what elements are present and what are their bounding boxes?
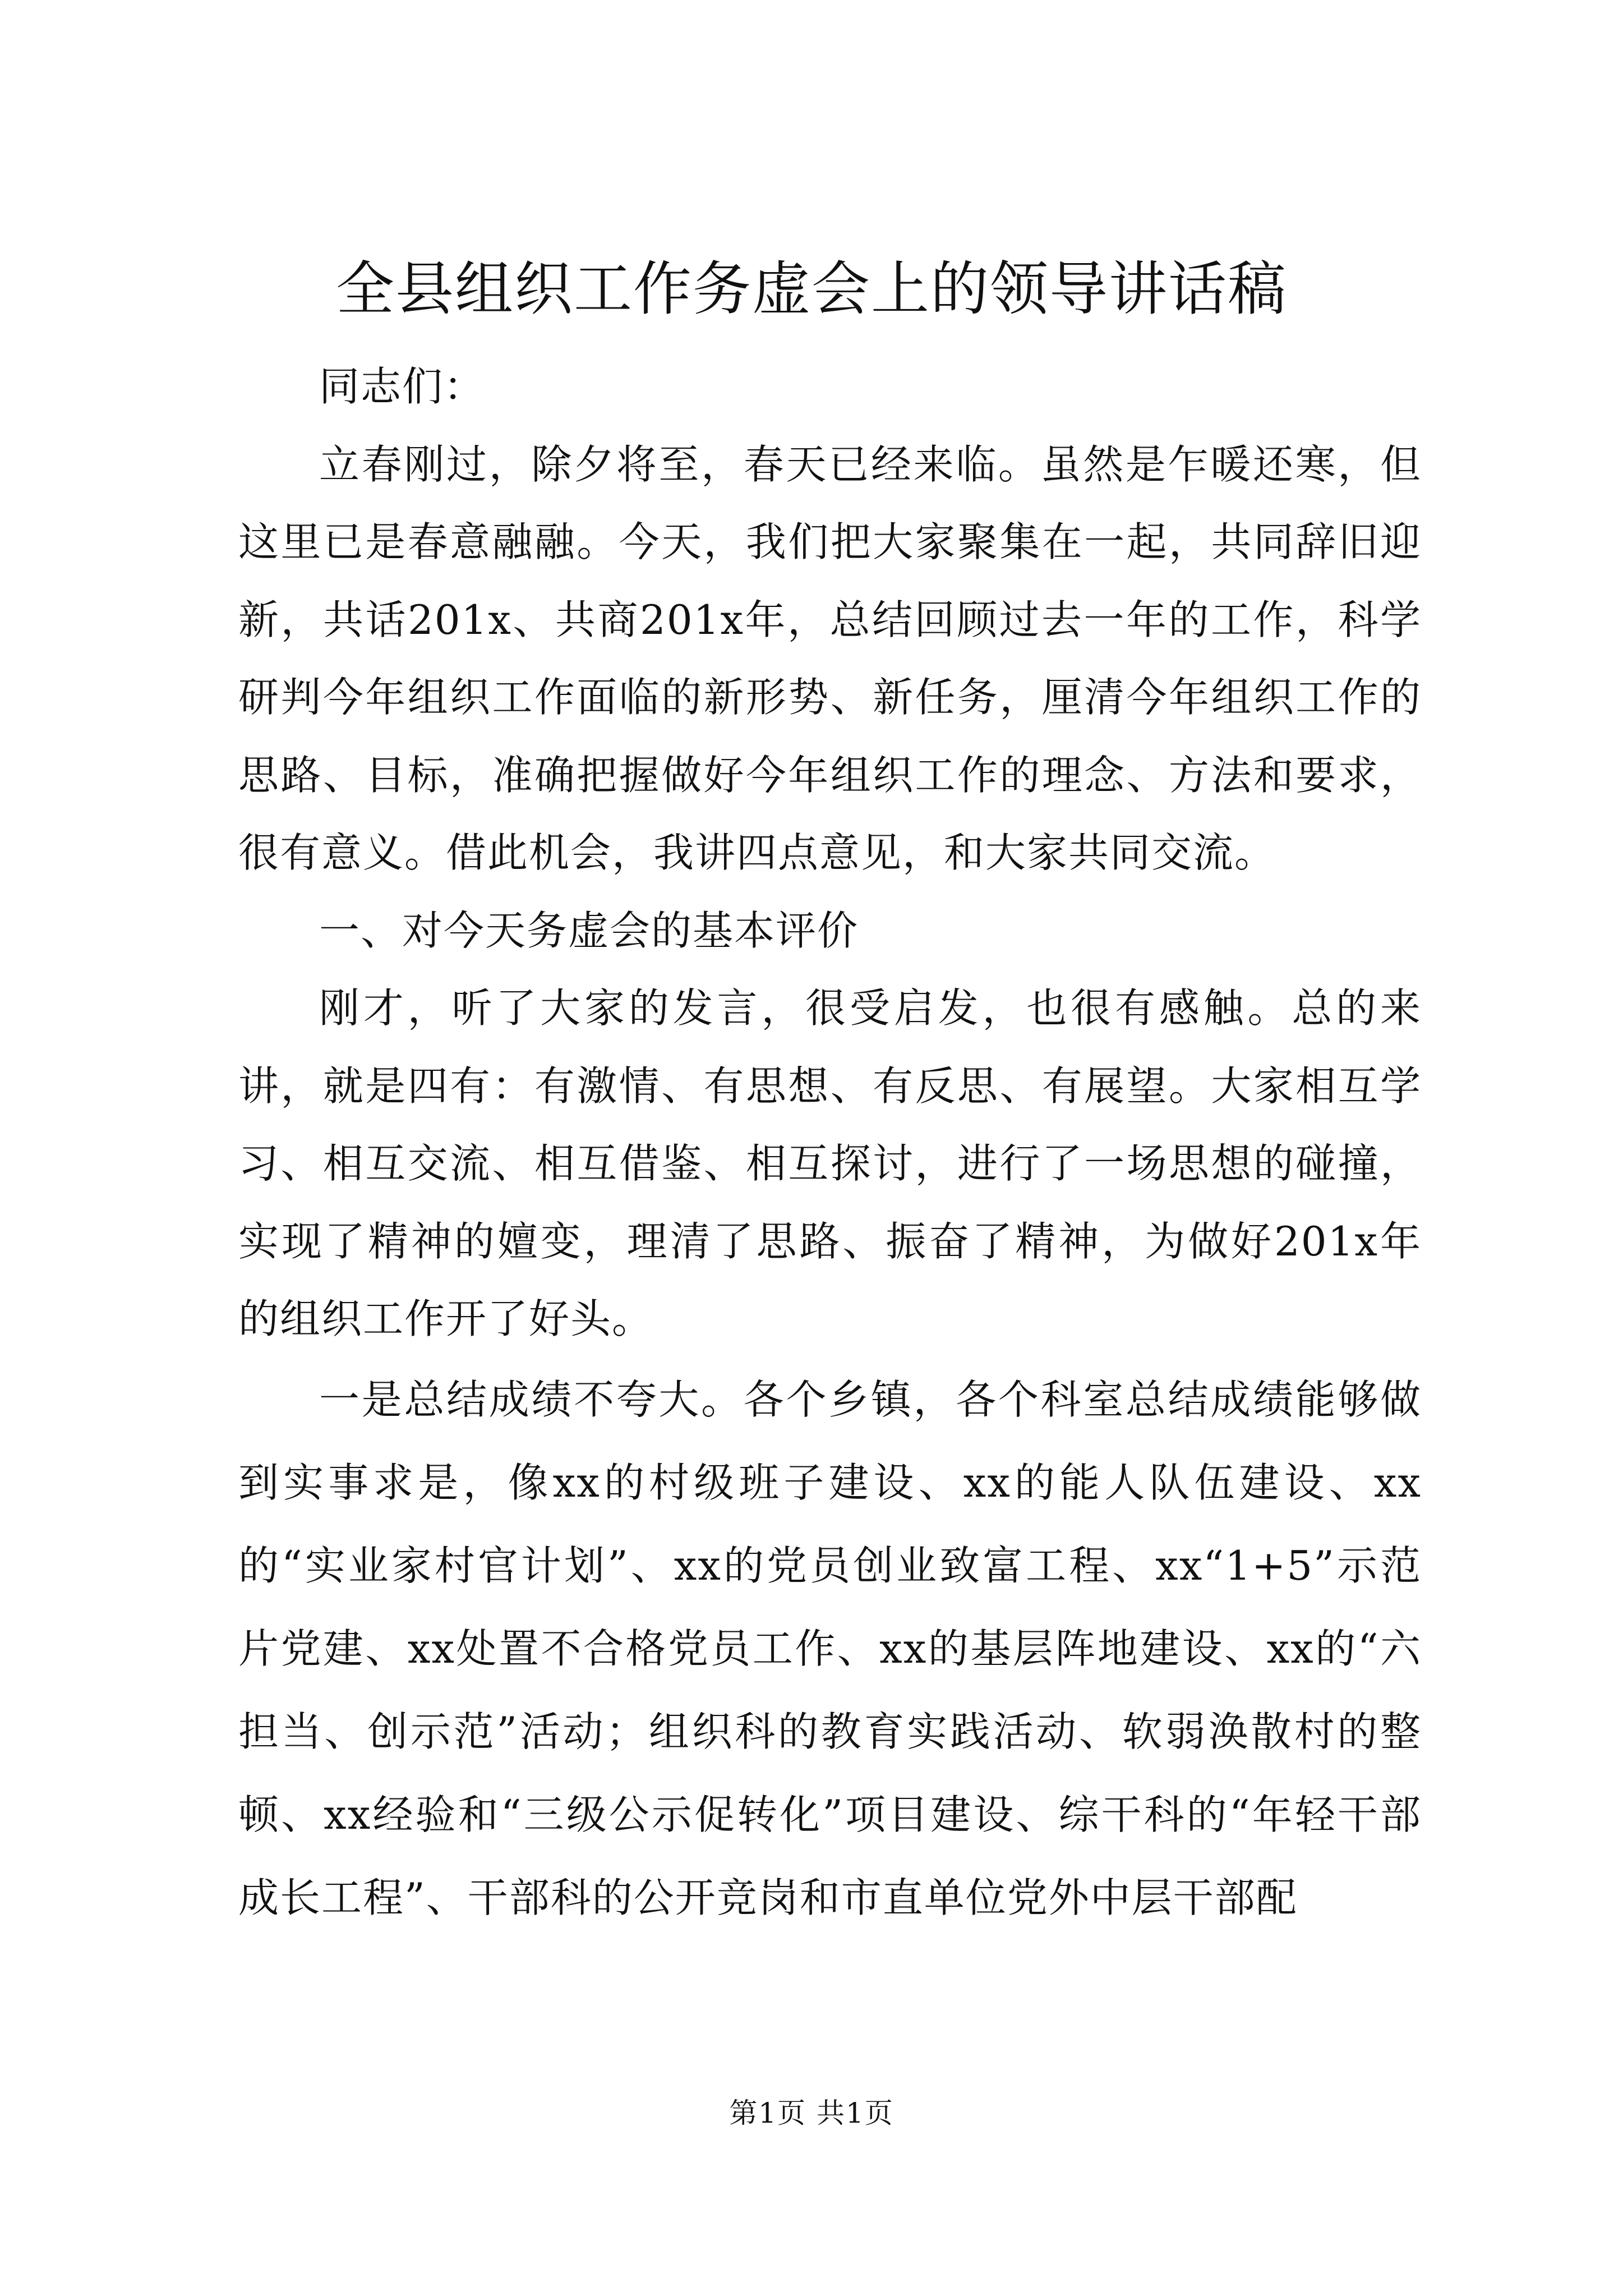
page-footer: 第1页 共1页 bbox=[729, 2097, 894, 2129]
section-heading: 一、对今天务虚会的基本评价 bbox=[319, 907, 859, 954]
salutation-paragraph: 同志们： bbox=[319, 363, 486, 410]
opening-paragraph: 立春刚过，除夕将至，春天已经来临。虽然是乍暖还寒，但这里已是春意融融。今天，我们把大家聚集在一起，共同辞旧迎新，共话201x、共商201x年，总结回顾过去一年的工作，科学研判今年组织工作面临的新形势、新任务，厘清今年组织工作的思路、目标，准确把握做好今年组织工作的理念、方法和要求，很有意义。借此机会，我讲四点意见，和大家共同交流。 bbox=[238, 440, 1422, 876]
achievements-paragraph: 一是总结成绩不夸大。各个乡镇，各个科室总结成绩能够做到实事求是，像xx的村级班子建设、xx的能人队伍建设、xx的“实业家村官计划”、xx的党员创业致富工程、xx“1+5”示范片党建、xx处置不合格党员工作、xx的基层阵地建设、xx的“六担当、创示范”活动；组织科的教育实践活动、软弱涣散村的整顿、xx经验和“三级公示促转化”项目建设、综干科的“年轻干部成长工程”、干部科的公开竞岗和市直单位党外中层干部配 bbox=[238, 1375, 1422, 1921]
document-title: 全县组织工作务虚会上的领导讲话稿 bbox=[335, 255, 1287, 323]
document-body bbox=[238, 348, 1422, 1939]
evaluation-paragraph: 刚才，听了大家的发言，很受启发，也很有感触。总的来讲，就是四有：有激情、有思想、有反思、有展望。大家相互学习、相互交流、相互借鉴、相互探讨，进行了一场思想的碰撞，实现了精神的嬗变，理清了思路、振奋了精神，为做好201x年的组织工作开了好头。 bbox=[238, 984, 1422, 1342]
